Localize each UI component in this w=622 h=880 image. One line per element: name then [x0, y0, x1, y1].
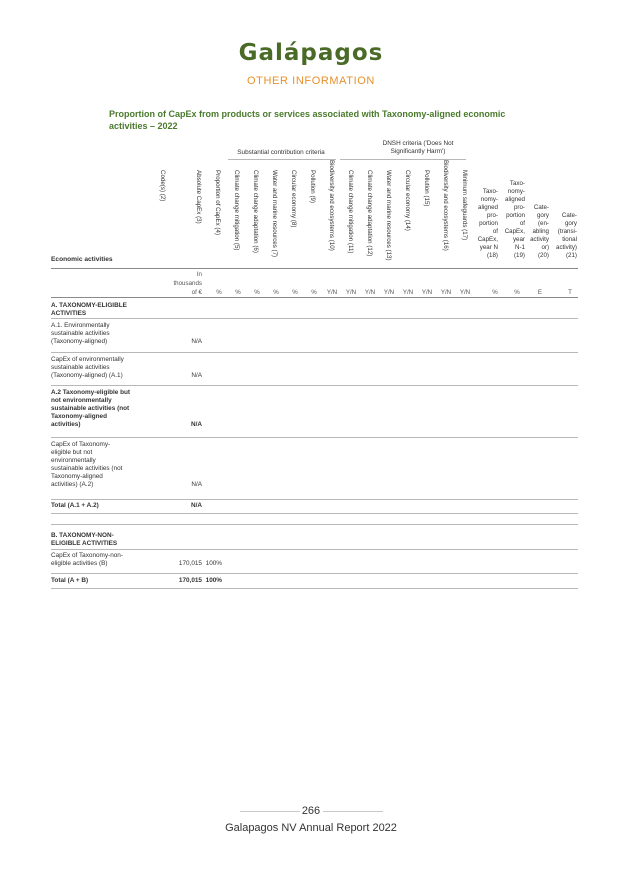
row-label	[51, 552, 149, 568]
header-rule	[51, 268, 578, 269]
row-label-line: Taxonomy-aligned	[51, 413, 107, 420]
column-header-line: CapEx,	[504, 228, 525, 235]
column-header-rotated: Code(s) (2)	[159, 170, 166, 202]
row-label-line: ACTIVITIES	[51, 310, 87, 317]
row-label-line: CapEx of Taxonomy-	[51, 441, 111, 448]
column-header-20	[527, 204, 549, 260]
row-label	[51, 577, 149, 585]
economic-activities-header: Economic activities	[51, 256, 113, 263]
unit-cell: thousands	[173, 280, 202, 287]
column-header-rotated: Proportion of CapEx (4)	[214, 170, 221, 235]
column-header-line: activity)	[556, 244, 577, 251]
units-rule	[51, 297, 578, 298]
table-title	[109, 108, 509, 132]
column-header-line: pro-	[486, 212, 498, 219]
column-header-line: (21)	[565, 252, 577, 259]
unit-cell: In	[196, 271, 202, 278]
unit-cell: %	[292, 289, 298, 296]
absolute-capex-value: N/A	[191, 481, 202, 488]
unit-cell: T	[568, 289, 572, 296]
column-header-line: abling	[532, 228, 549, 235]
unit-cell: %	[216, 289, 222, 296]
unit-cell: %	[514, 289, 520, 296]
column-header-line: Taxo-	[482, 188, 498, 195]
column-header-line: year	[512, 236, 525, 243]
column-header-line: portion	[479, 220, 498, 227]
row-rule	[51, 385, 578, 386]
row-label-line: Taxonomy-aligned	[51, 473, 103, 480]
row-rule	[51, 549, 578, 550]
row-label	[51, 441, 149, 489]
row-rule	[51, 573, 578, 574]
page-number: 266	[301, 805, 321, 817]
report-name: Galapagos NV Annual Report 2022	[225, 822, 397, 834]
row-label-line: Total (A + B)	[51, 577, 89, 584]
table-title-line-2: activities – 2022	[109, 121, 178, 131]
column-header-line: (en-	[537, 220, 549, 227]
column-header-line: nomy-	[480, 196, 498, 203]
column-header-line: Cate-	[533, 204, 549, 211]
column-header-line: of	[519, 220, 525, 227]
column-header-line: activity	[530, 236, 549, 243]
column-header-rotated: Water and marine resources (13)	[385, 170, 392, 261]
column-header-rotated: Absolute CapEx (3)	[195, 170, 202, 224]
unit-cell: of €	[191, 289, 202, 296]
unit-cell: Y/N	[326, 289, 338, 296]
unit-cell: Y/N	[440, 289, 452, 296]
row-label	[51, 302, 149, 318]
absolute-capex-value: 170,015	[178, 560, 202, 567]
column-header-18	[470, 188, 498, 260]
row-label-line: sustainable activities (not	[51, 405, 130, 412]
row-label-line: sustainable activities	[51, 330, 110, 337]
row-rule	[51, 499, 578, 500]
unit-cell: %	[254, 289, 260, 296]
column-header-rotated: Climate change adaptation (12)	[366, 170, 373, 257]
row-label-line: ELIGIBLE ACTIVITIES	[51, 540, 118, 547]
row-label-line: (Taxonomy-aligned) (A.1)	[51, 372, 123, 379]
column-header-rotated: Climate change mitigation (11)	[347, 170, 354, 254]
column-header-rotated: Biodiversity and ecosystems (10)	[328, 160, 335, 251]
absolute-capex-value: N/A	[191, 338, 202, 345]
row-label-line: sustainable activities (not	[51, 465, 123, 472]
row-label-line: environmentally	[51, 457, 96, 464]
row-rule	[51, 588, 578, 589]
row-label-line: A.2 Taxonomy-eligible but	[51, 389, 131, 396]
unit-cell: Y/N	[364, 289, 376, 296]
column-header-rotated: Circular economy (8)	[290, 170, 297, 228]
unit-cell: Y/N	[402, 289, 414, 296]
row-label-line: Total (A.1 + A.2)	[51, 502, 99, 509]
unit-cell: %	[311, 289, 317, 296]
dnsh-group-header: DNSH criteria ('Does Not Significantly Harm')	[382, 140, 454, 155]
substantial-contribution-group-header: Substantial contribution criteria	[237, 149, 325, 156]
row-label	[51, 502, 149, 510]
row-rule	[51, 524, 578, 525]
column-header-line: pro-	[513, 204, 525, 211]
row-label-line: activities) (A.2)	[51, 481, 94, 488]
column-header-line: gory	[564, 220, 577, 227]
unit-cell: Y/N	[383, 289, 395, 296]
proportion-capex-value: 100%	[205, 560, 222, 567]
row-label	[51, 356, 149, 380]
column-header-rotated: Minimum safeguards (17)	[461, 170, 468, 241]
column-header-line: of	[492, 228, 498, 235]
row-label-line: B. TAXONOMY-NON-	[51, 532, 114, 539]
row-label-line: eligible activities (B)	[51, 560, 108, 567]
row-label-line: CapEx of Taxonomy-non-	[51, 552, 123, 559]
row-rule	[51, 318, 578, 319]
galapagos-logo: Galápagos	[238, 40, 384, 66]
table-title-line-1: Proportion of CapEx from products or services associated with Taxonomy-aligned economic	[109, 109, 506, 119]
row-rule	[51, 437, 578, 438]
column-header-line: tional	[562, 236, 577, 243]
row-rule	[51, 513, 578, 514]
unit-cell: E	[537, 289, 543, 296]
absolute-capex-value: N/A	[190, 502, 202, 509]
unit-cell: %	[492, 289, 498, 296]
row-label	[51, 322, 149, 346]
unit-cell: %	[273, 289, 279, 296]
column-header-rotated: Circular economy (14)	[404, 170, 411, 231]
absolute-capex-value: N/A	[191, 372, 202, 379]
column-header-line: portion	[506, 212, 525, 219]
column-header-line: (18)	[486, 252, 498, 259]
column-header-line: (20)	[537, 252, 549, 259]
column-header-line: gory	[536, 212, 549, 219]
row-label	[51, 389, 149, 429]
column-header-rotated: Pollution (9)	[309, 170, 316, 204]
proportion-capex-value: 100%	[205, 577, 222, 584]
absolute-capex-value: N/A	[190, 421, 202, 428]
column-header-line: Cate-	[561, 212, 577, 219]
row-label-line: eligible but not	[51, 449, 93, 456]
row-label-line: A.1. Environmentally	[51, 322, 110, 329]
row-label-line: A. TAXONOMY-ELIGIBLE	[51, 302, 127, 309]
row-label-line: not environmentally	[51, 397, 112, 404]
row-label-line: CapEx of environmentally	[51, 356, 124, 363]
column-header-rotated: Climate change mitigation (5)	[233, 170, 240, 251]
column-header-line: CapEx,	[477, 236, 498, 243]
unit-cell: Y/N	[421, 289, 433, 296]
substantial-group-rule	[228, 159, 336, 160]
column-header-line: or)	[541, 244, 549, 251]
column-header-line: Taxo-	[509, 180, 525, 187]
column-header-rotated: Biodiversity and ecosystems (16)	[442, 160, 449, 251]
row-rule	[51, 352, 578, 353]
column-header-line: aligned	[505, 196, 525, 203]
row-label-line: (Taxonomy-aligned)	[51, 338, 108, 345]
unit-cell: %	[235, 289, 241, 296]
row-label	[51, 532, 149, 548]
column-header-line: (19)	[513, 252, 525, 259]
absolute-capex-value: 170,015	[178, 577, 202, 584]
section-label: OTHER INFORMATION	[247, 75, 375, 87]
column-header-line: (transi-	[557, 228, 577, 235]
column-header-line: year N	[479, 244, 498, 251]
unit-cell: Y/N	[459, 289, 471, 296]
column-header-rotated: Climate change adaptation (6)	[252, 170, 259, 253]
column-header-rotated: Pollution (15)	[423, 170, 430, 207]
column-header-line: N-1	[515, 244, 525, 251]
unit-cell: Y/N	[345, 289, 357, 296]
column-header-21	[550, 212, 577, 260]
column-header-rotated: Water and marine resources (7)	[271, 170, 278, 258]
column-header-19	[499, 180, 525, 260]
row-label-line: sustainable activities	[51, 364, 110, 371]
column-header-line: nomy-	[507, 188, 525, 195]
row-label-line: activities)	[51, 421, 81, 428]
column-header-line: aligned	[478, 204, 498, 211]
